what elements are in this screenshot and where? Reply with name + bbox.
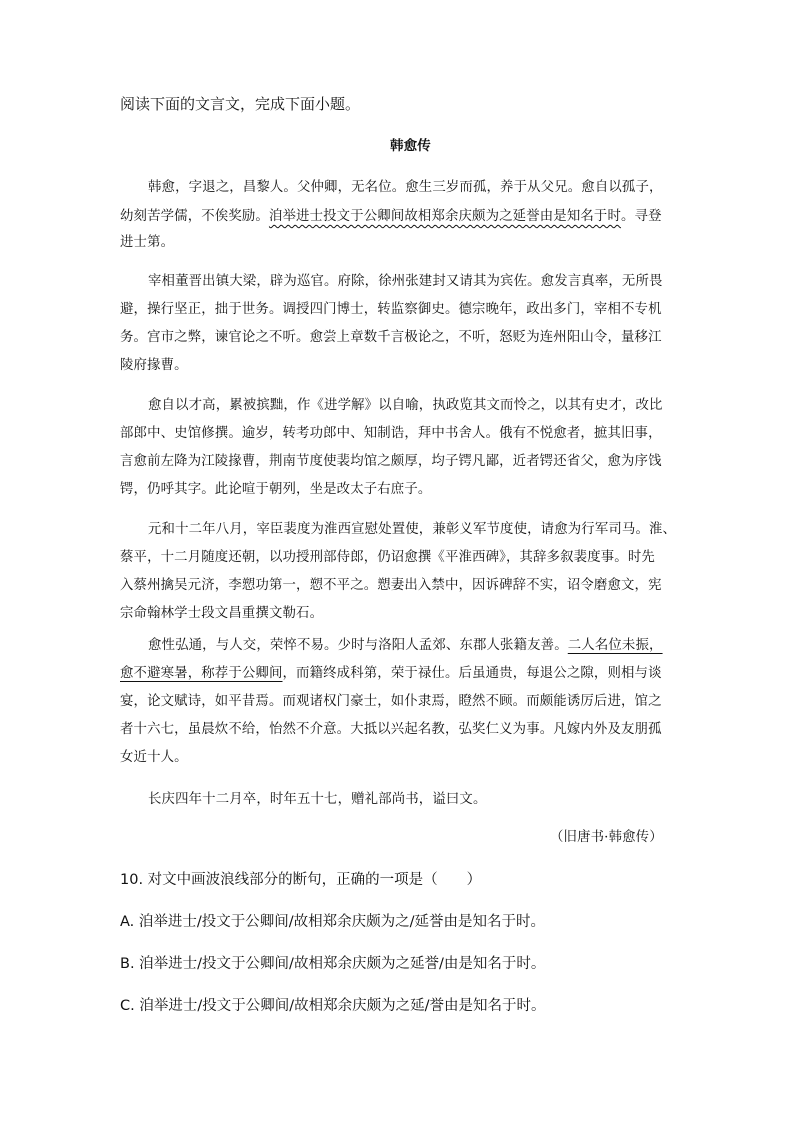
wavy-underlined-passage: 洎举进士投文于公卿间故相郑余庆颇为之延誉由是知名于时: [268, 209, 622, 224]
p6-line1: 长庆四年十二月卒，时年五十七，赠礼部尚书，谥曰文。: [148, 792, 487, 807]
option-b-text: 洎举进士/投文于公卿间/故相郑余庆颇为之延誉/由是知名于时。: [139, 956, 546, 972]
p5-line3: 宴，论文赋诗，如平昔焉。而观诸权门豪士，如仆隶焉，瞪然不顾。而颇能诱厉后进，馆之: [120, 694, 662, 709]
option-c-text: 洎举进士/投文于公卿间/故相郑余庆颇为之延/誉由是知名于时。: [139, 998, 546, 1014]
p5-line2-post: ，而籍终成科第，荣于禄仕。后虽通贵，每退公之隙，则相与谈: [282, 666, 662, 681]
p4-line4: 宗命翰林学士段文昌重撰文勒石。: [120, 606, 324, 621]
option-c-label: C.: [120, 998, 135, 1014]
option-b[interactable]: [120, 954, 545, 974]
passage-title: 韩愈传: [390, 138, 431, 154]
option-c[interactable]: [120, 996, 546, 1016]
option-a-text: 洎举进士/投文于公卿间/故相郑余庆颇为之/延誉由是知名于时。: [138, 914, 546, 930]
option-a[interactable]: [120, 912, 545, 932]
p2-line3: 务。宫市之弊，谏官论之不听。愈尝上章数千言极论之，不听，怒贬为连州阳山令，量移江: [120, 330, 662, 345]
p3-line4: 锷，仍呼其字。此论喧于朝列，坐是改太子右庶子。: [120, 482, 432, 497]
p4-line3: 入蔡州擒吴元济，李愬功第一，愬不平之。愬妻出入禁中，因诉碑辞不实，诏令磨愈文，宪: [120, 578, 662, 593]
underlined-passage-part1: 二人名位未振，: [567, 638, 663, 653]
p1-line1: 韩愈，字退之，昌黎人。父仲卿，无名位。愈生三岁而孤，养于从父兄。愈自以孤子，: [148, 180, 663, 195]
p2-line2: 避，操行坚正，拙于世务。调授四门博士，转监察御史。德宗晚年，政出多门，宰相不专机: [120, 302, 662, 317]
p3-line1: 愈自以才高，累被摈黜，作《进学解》以自喻，执政览其文而怜之，以其有史才，改比: [148, 398, 663, 413]
p4-line1: 元和十二年八月，宰臣裴度为淮西宣慰处置使，兼彰义军节度使，请愈为行军司马。淮、: [148, 522, 677, 537]
p1-line2-post: 。寻登: [621, 209, 662, 224]
p2-line1: 宰相董晋出镇大梁，辟为巡官。府除，徐州张建封又请其为宾佐。愈发言真率，无所畏: [148, 274, 663, 289]
question-stem: 10. 对文中画波浪线部分的断句，正确的一项是（ ）: [120, 872, 482, 888]
option-b-label: B.: [120, 956, 135, 972]
p5-line1: [148, 636, 663, 656]
p5-line1-pre: 愈性弘通，与人交，荣悴不易。少时与洛阳人孟郊、东郡人张籍友善。: [148, 638, 568, 653]
option-a-label: A.: [120, 914, 135, 930]
underlined-passage-part2: 愈不避寒暑，称荐于公卿间: [120, 666, 283, 681]
instruction-text: 阅读下面的文言文，完成下面小题。: [120, 95, 361, 113]
p3-line3: 言愈前左降为江陵掾曹，荆南节度使裴均馆之颇厚，均子锷凡鄙，近者锷还省父，愈为序饯: [120, 454, 662, 469]
p1-line2-pre: 幼刻苦学儒，不俟奖励。: [120, 209, 269, 224]
p5-line2: [120, 664, 662, 684]
p1-line2: [120, 207, 662, 227]
source-citation: （旧唐书·韩愈传）: [550, 830, 663, 845]
p5-line4: 者十六七，虽晨炊不给，怡然不介意。大抵以兴起名教，弘奖仁义为事。凡嫁内外及友朋孤: [120, 722, 662, 737]
p4-line2: 蔡平，十二月随度还朝，以功授刑部侍郎，仍诏愈撰《平淮西碑》，其辞多叙裴度事。时先: [120, 550, 655, 565]
p5-line5: 女近十人。: [120, 750, 188, 765]
p2-line4: 陵府掾曹。: [120, 358, 188, 373]
p1-line3: 进士第。: [120, 235, 175, 250]
p3-line2: 部郎中、史馆修撰。逾岁，转考功郎中、知制诰，拜中书舍人。俄有不悦愈者，摭其旧事，: [120, 426, 662, 441]
